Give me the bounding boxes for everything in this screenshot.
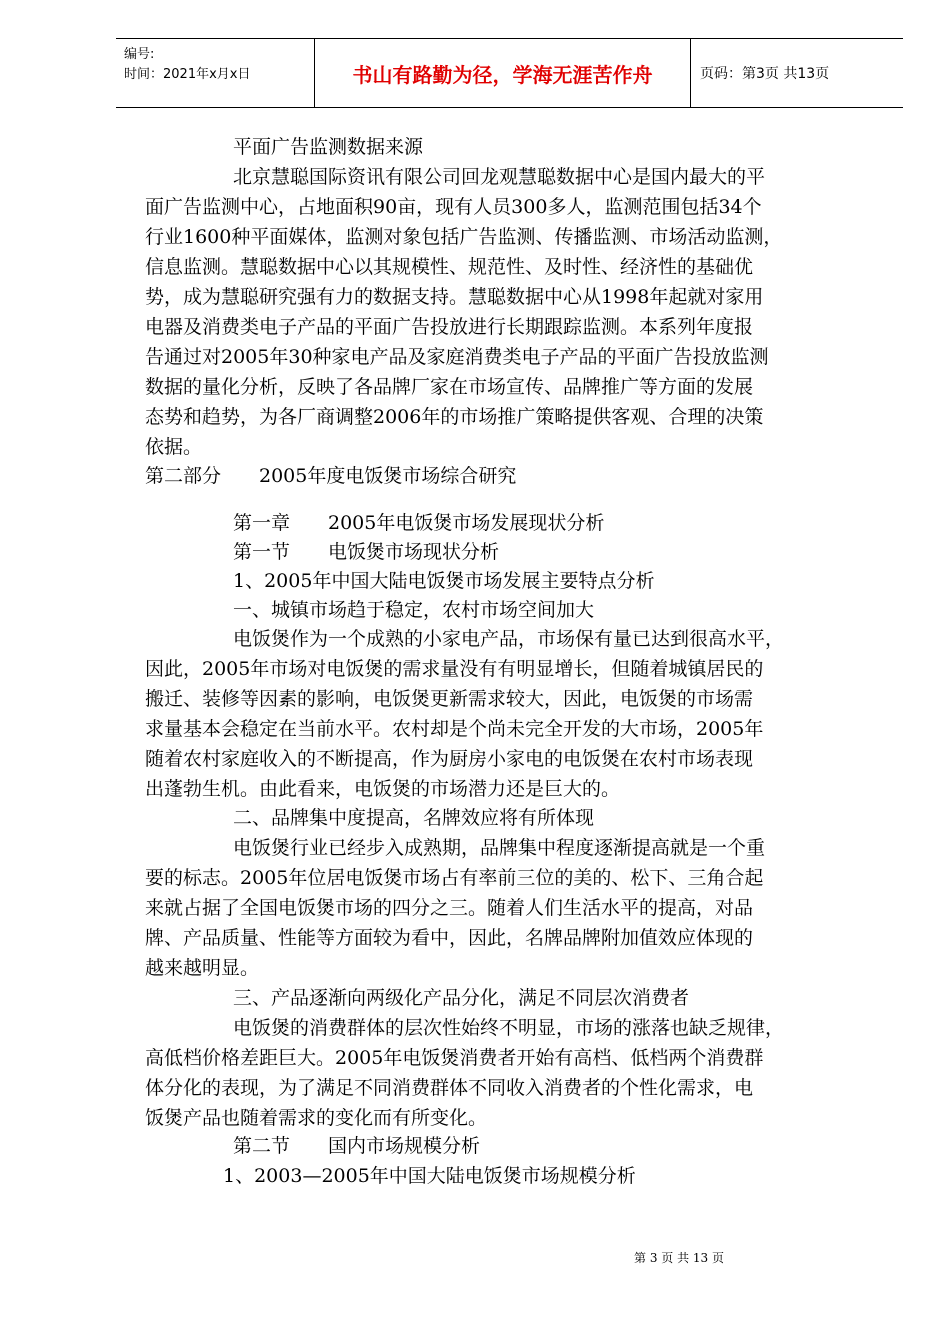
body-line: 出蓬勃生机。由此看来，电饭煲的市场潜力还是巨大的。 <box>145 778 621 800</box>
body-line: 搬迁、装修等因素的影响，电饭煲更新需求较大，因此，电饭煲的市场需 <box>145 688 754 710</box>
body-line: 求量基本会稳定在当前水平。农村却是个尚未完全开发的大市场，2005年 <box>145 718 764 740</box>
body-line: 势，成为慧聪研究强有力的数据支持。慧聪数据中心从1998年起就对家用 <box>145 286 764 308</box>
page-footer: 第 3 页 共 13 页 <box>634 1251 724 1265</box>
body-line: 三、产品逐渐向两级化产品分化，满足不同层次消费者 <box>233 987 690 1009</box>
body-line: 要的标志。2005年位居电饭煲市场占有率前三位的美的、松下、三角合起 <box>145 867 764 889</box>
document-number-label: 编号: <box>124 47 155 62</box>
body-line: 平面广告监测数据来源 <box>233 136 424 158</box>
body-line: 电饭煲作为一个成熟的小家电产品，市场保有量已达到很高水平， <box>233 628 785 650</box>
body-line: 第一节 电饭煲市场现状分析 <box>233 541 500 563</box>
body-line: 依据。 <box>145 436 203 458</box>
body-line: 第一章 2005年电饭煲市场发展现状分析 <box>233 512 605 534</box>
body-line: 行业1600种平面媒体，监测对象包括广告监测、传播监测、市场活动监测， <box>145 226 783 248</box>
body-line: 越来越明显。 <box>145 957 260 979</box>
body-line: 电饭煲行业已经步入成熟期，品牌集中程度逐渐提高就是一个重 <box>233 837 766 859</box>
body-line: 信息监测。慧聪数据中心以其规模性、规范性、及时性、经济性的基础优 <box>145 256 754 278</box>
body-line: 一、城镇市场趋于稳定，农村市场空间加大 <box>233 599 595 621</box>
header-meta <box>116 39 314 107</box>
body-line: 随着农村家庭收入的不断提高，作为厨房小家电的电饭煲在农村市场表现 <box>145 748 754 770</box>
body-line: 因此，2005年市场对电饭煲的需求量没有有明显增长，但随着城镇居民的 <box>145 658 764 680</box>
body-line: 牌、产品质量、性能等方面较为看中，因此，名牌品牌附加值效应体现的 <box>145 927 754 949</box>
body-line: 第二节 国内市场规模分析 <box>233 1135 481 1157</box>
body-line: 告通过对2005年30种家电产品及家庭消费类电子产品的平面广告投放监测 <box>145 346 769 368</box>
document-time-label: 时间：2021年x月x日 <box>124 67 251 82</box>
body-line: 数据的量化分析，反映了各品牌厂家在市场宣传、品牌推广等方面的发展 <box>145 376 754 398</box>
body-line: 电饭煲的消费群体的层次性始终不明显，市场的涨落也缺乏规律， <box>233 1017 785 1039</box>
header-motto-cell <box>314 39 691 107</box>
body-line: 饭煲产品也随着需求的变化而有所变化。 <box>145 1107 488 1129</box>
body-line: 体分化的表现，为了满足不同消费群体不同收入消费者的个性化需求，电 <box>145 1077 754 1099</box>
page-header <box>116 38 903 108</box>
header-page-info: 页码：第3页 共13页 <box>700 66 830 82</box>
body-line: 电器及消费类电子产品的平面广告投放进行长期跟踪监测。本系列年度报 <box>145 316 754 338</box>
body-line: 来就占据了全国电饭煲市场的四分之三。随着人们生活水平的提高，对品 <box>145 897 754 919</box>
body-line: 1、2003—2005年中国大陆电饭煲市场规模分析 <box>223 1165 636 1187</box>
body-line: 第二部分 2005年度电饭煲市场综合研究 <box>145 465 517 487</box>
body-line: 态势和趋势，为各厂商调整2006年的市场推广策略提供客观、合理的决策 <box>145 406 764 428</box>
body-line: 面广告监测中心，占地面积90亩，现有人员300多人，监测范围包括34个 <box>145 196 762 218</box>
header-motto: 书山有路勤为径，学海无涯苦作舟 <box>352 62 653 87</box>
body-line: 北京慧聪国际资讯有限公司回龙观慧聪数据中心是国内最大的平 <box>233 166 766 188</box>
body-line: 1、2005年中国大陆电饭煲市场发展主要特点分析 <box>233 570 655 592</box>
body-line: 高低档价格差距巨大。2005年电饭煲消费者开始有高档、低档两个消费群 <box>145 1047 764 1069</box>
body-line: 二、品牌集中度提高，名牌效应将有所体现 <box>233 807 595 829</box>
